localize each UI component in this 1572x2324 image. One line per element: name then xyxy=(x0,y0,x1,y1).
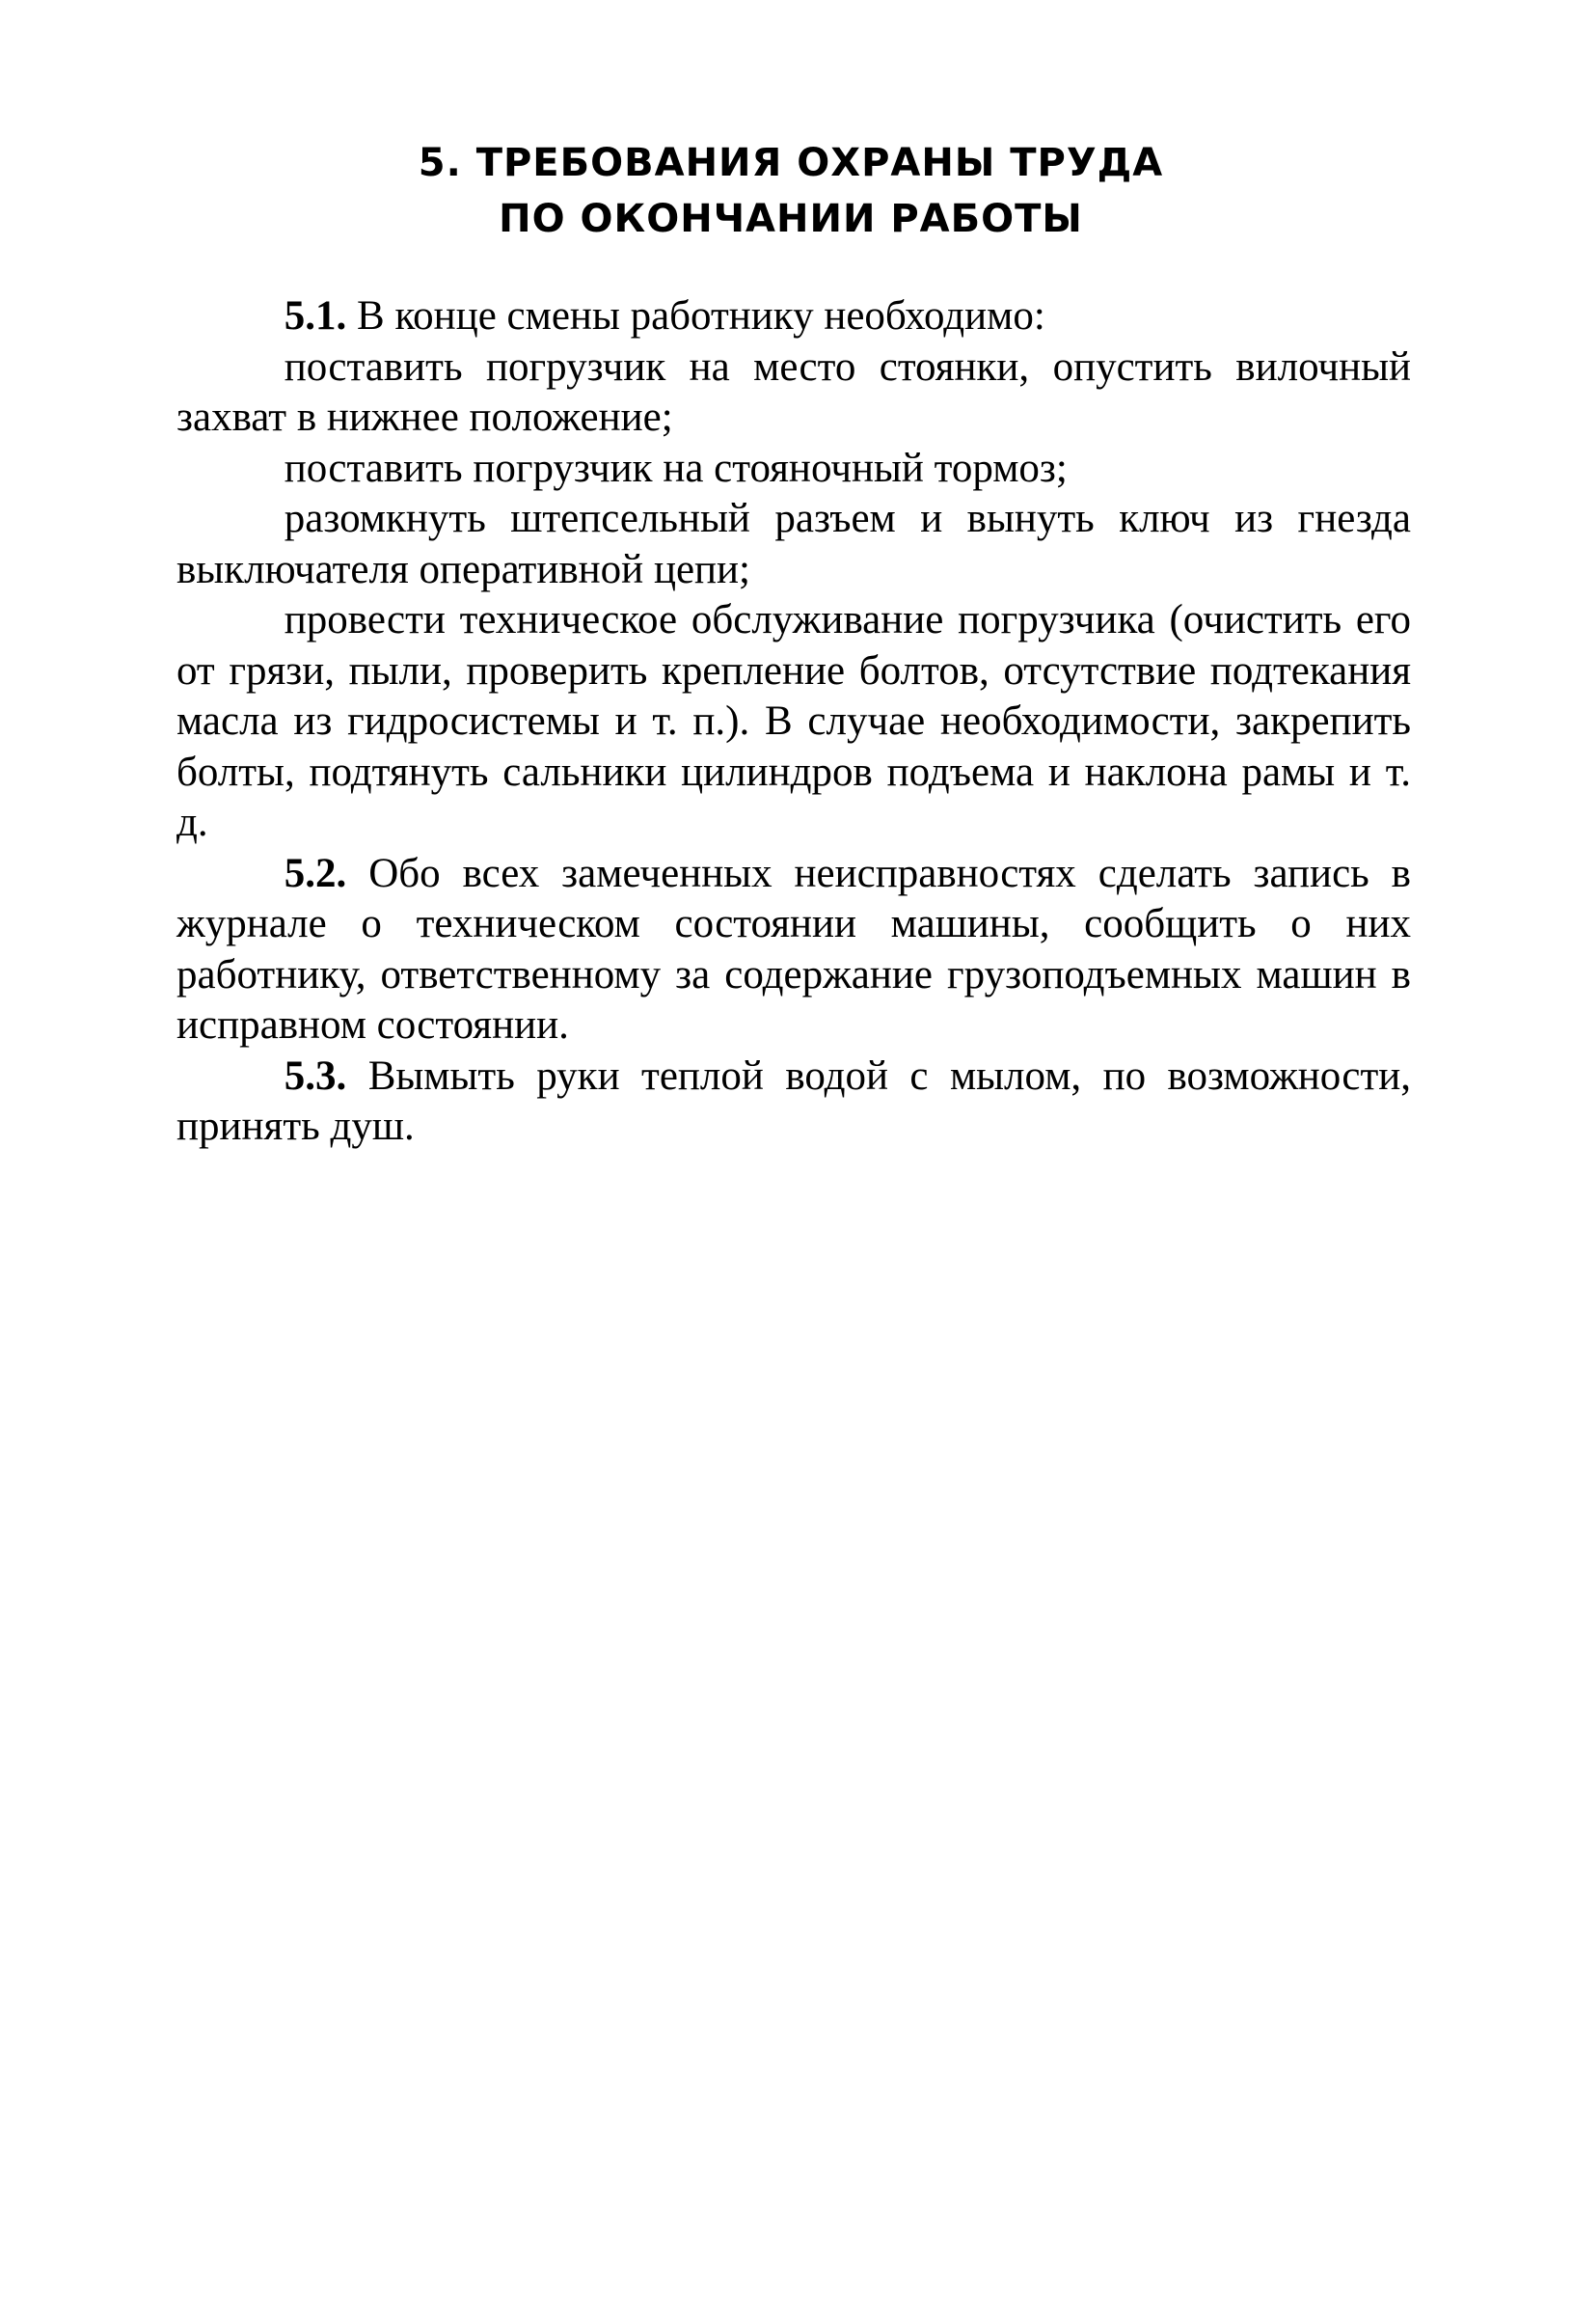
paragraph-parking-brake xyxy=(176,444,1411,495)
section-heading-line-1: 5. ТРЕБОВАНИЯ ОХРАНЫ ТРУДА xyxy=(418,141,1164,185)
section-heading-line-2: ПО ОКОНЧАНИИ РАБОТЫ xyxy=(499,197,1083,241)
paragraph-text: поставить погрузчик на стояночный тормоз; xyxy=(284,445,1068,491)
clause-number: 5.2. xyxy=(284,850,347,896)
clause-number: 5.3. xyxy=(284,1053,347,1099)
section-body xyxy=(176,291,1411,1153)
paragraph-text: Обо всех замеченных неисправностях сделать запись в журнале о техническом состоянии машины, сообщить о них работнику, ответственному за содержание грузоподъемных машин в исправном состоянии. xyxy=(176,850,1411,1048)
paragraph-5-1 xyxy=(176,291,1411,342)
paragraph-text: Вымыть руки теплой водой с мылом, по возможности, принять душ. xyxy=(176,1053,1411,1149)
paragraph-text: В конце смены работнику необходимо: xyxy=(346,293,1045,339)
paragraph-text: провести техническое обслуживание погрузчика (очистить его от грязи, пыли, проверить крепление болтов, отсутствие подтекания масла из гидросистемы и т. п.). В случае необходимости, закрепить болты, подтянуть сальники цилиндров подъема и наклона рамы и т. д. xyxy=(176,597,1411,845)
paragraph-text: поставить погрузчик на место стоянки, опустить вилочный захват в нижнее положение; xyxy=(176,343,1411,440)
paragraph-text: разомкнуть штепсельный разъем и вынуть ключ из гнезда выключателя оперативной цепи; xyxy=(176,496,1411,592)
clause-number: 5.1. xyxy=(284,293,347,339)
paragraph-park-loader xyxy=(176,342,1411,444)
section-heading xyxy=(289,135,1292,247)
paragraph-disconnect xyxy=(176,494,1411,595)
paragraph-maintenance xyxy=(176,595,1411,849)
paragraph-5-2 xyxy=(176,849,1411,1052)
paragraph-5-3 xyxy=(176,1052,1411,1153)
